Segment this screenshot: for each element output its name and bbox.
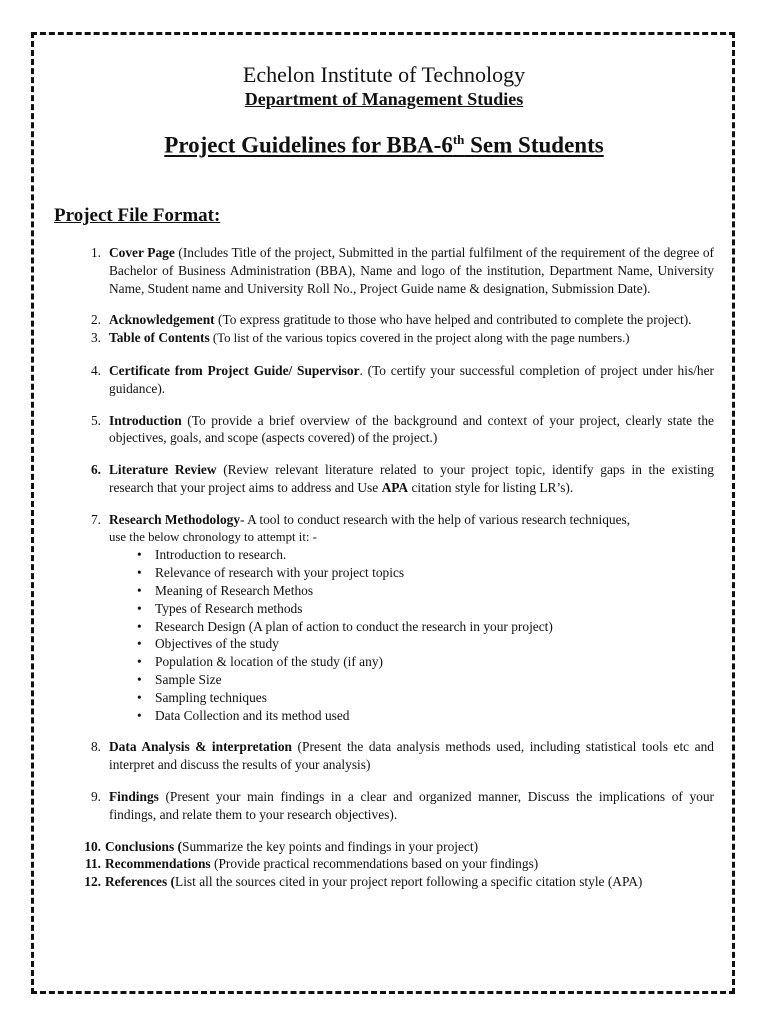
list-item: 10. Conclusions (Summarize the key points and findings in your project) [84, 838, 479, 854]
list-item: 12. References (List all the sources cited in your project report following a specific citation style (APA) [84, 874, 643, 890]
list-item: 11. Recommendations (Provide practical recommendations based on your findings) [85, 856, 539, 872]
list-item: 4. Certificate from Project Guide/ Supervisor. (To certify your successful completion of project under his/her guidance). [90, 362, 714, 396]
bullet-item: • Sample Size [137, 671, 714, 689]
list-item: 2. Acknowledgement (To express gratitude to those who have helped and contributed to complete the project). [90, 312, 692, 328]
methodology-bullets [109, 546, 714, 724]
bullet-item: • Relevance of research with your project topics [137, 564, 714, 582]
list-item: 6. Literature Review (Review relevant literature related to your project topic, identify gaps in the existing research that your project aims to address and Use APA citation style for listing LR’s). [90, 462, 714, 495]
page-title: Project Guidelines for BBA-6th Sem Students [164, 132, 604, 158]
bullet-item: • Introduction to research. [137, 546, 714, 564]
guideline-list [60, 244, 714, 891]
list-item: 1. Cover Page (Includes Title of the project, Submitted in the partial fulfilment of the requirement of the degree of Bachelor of Business Administration (BBA), Name and logo of the institution, Department Name, University Name, Student name and University Roll No., Project Guide name & designation, Submission Date). [90, 245, 714, 296]
list-item: 9. Findings (Present your main findings in a clear and organized manner, Discuss the implications of your findings, and relate them to your research objectives). [90, 788, 714, 822]
bullet-item: • Research Design (A plan of action to conduct the research in your project) [137, 618, 714, 636]
list-item: 7. Research Methodology- A tool to conduct research with the help of various research techniques, use the below chronology to attempt it: - • Introduction to research. • Relevance of research with your project topics • Meaning of Research Methos • Types of Research methods • Research Design (A plan of action to conduct the research in your project) • Objectives of the study • Population & location of the study (if any) • Sample Size • Sampling techniques • Data Collection and its method used [60, 511, 714, 725]
list-item: 8. Data Analysis & interpretation (Present the data analysis methods used, including statistical tools etc and interpret and discuss the results of your analysis) [90, 739, 714, 773]
bullet-item: • Population & location of the study (if any) [137, 653, 714, 671]
bullet-item: • Sampling techniques [137, 689, 714, 707]
bullet-item: • Data Collection and its method used [137, 707, 714, 725]
list-item: 5. Introduction (To provide a brief overview of the background and context of your project, clearly state the objectives, goals, and scope (aspects covered) of the project.) [90, 412, 714, 446]
section-title: Project File Format: [54, 205, 221, 226]
bullet-item: • Meaning of Research Methos [137, 582, 714, 600]
list-item: 3. Table of Contents (To list of the various topics covered in the project along with the page numbers.) [90, 330, 630, 346]
department-name: Department of Management Studies [244, 89, 524, 109]
bullet-item: • Types of Research methods [137, 600, 714, 618]
institute-name: Echelon Institute of Technology [242, 62, 526, 87]
bullet-item: • Objectives of the study [137, 635, 714, 653]
